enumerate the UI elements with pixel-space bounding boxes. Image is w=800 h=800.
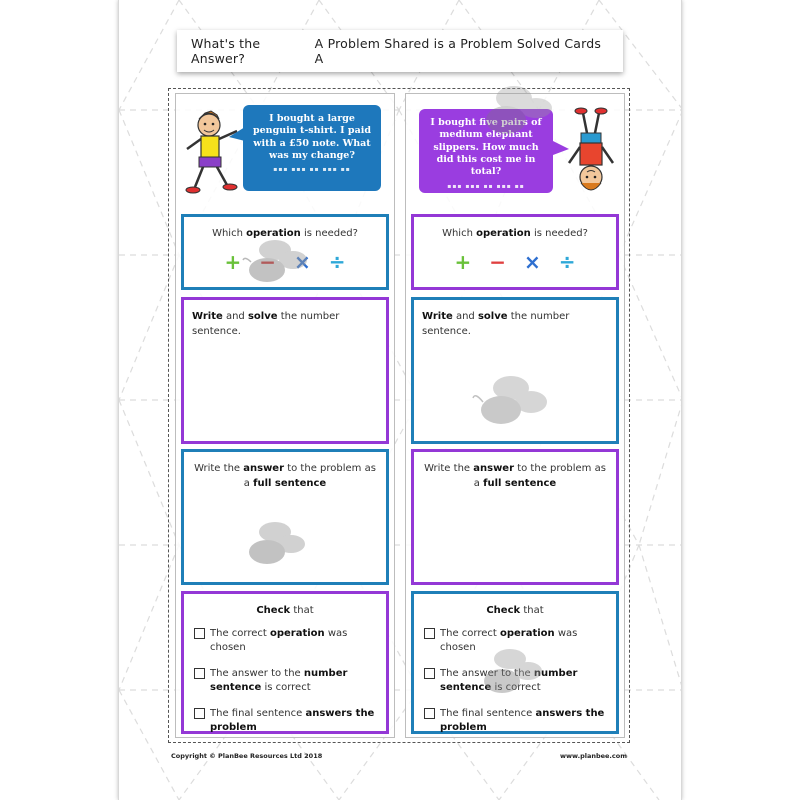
worksheet-page bbox=[118, 0, 682, 800]
checkbox[interactable] bbox=[424, 708, 435, 719]
checkbox[interactable] bbox=[194, 668, 205, 679]
problem-panel-right bbox=[411, 99, 619, 207]
answer-card-left: Write the answer to the problem as a full sentence bbox=[181, 449, 389, 585]
problem-text-left: I bought a large penguin t-shirt. I paid with a £50 note. What was my change? bbox=[253, 113, 371, 162]
checkbox[interactable] bbox=[424, 668, 435, 679]
check-card-right: Check that The correct operation was chosen The answer to the number sentence is correct The final sentence answers the problem bbox=[411, 591, 619, 734]
problem-text-right: I bought five pairs of medium elephant slippers. How much did this cost me in total? bbox=[430, 117, 542, 178]
check-item: The correct operation was chosen bbox=[194, 627, 376, 656]
write-solve-card-right: Write and solve the number sentence. bbox=[411, 297, 619, 444]
speech-bubble-right: I bought five pairs of medium elephant slippers. How much did this cost me in total? ▪▪▪ ▪▪▪ ▪▪ ▪▪▪ ▪▪ bbox=[419, 109, 553, 193]
operation-card-right: Which operation is needed? + − × ÷ bbox=[411, 214, 619, 290]
worksheet-subtitle: A Problem Shared is a Problem Solved Cards A bbox=[314, 36, 602, 66]
speech-bubble-left: I bought a large penguin t-shirt. I paid with a £50 note. What was my change? ▪▪▪ ▪▪▪ ▪▪ ▪▪▪ ▪▪ bbox=[243, 105, 381, 191]
operator-choices bbox=[224, 249, 346, 274]
worksheet-title: What's the Answer? bbox=[191, 36, 261, 66]
website-link[interactable]: www.planbee.com bbox=[560, 752, 627, 760]
check-item: The final sentence answers the problem bbox=[424, 707, 606, 736]
card-column-left bbox=[175, 93, 395, 738]
checkbox[interactable] bbox=[424, 628, 435, 639]
write-solve-card-left: Write and solve the number sentence. bbox=[181, 297, 389, 444]
child-character-illustration bbox=[181, 105, 251, 205]
plus-icon: + bbox=[454, 249, 472, 274]
checkbox[interactable] bbox=[194, 708, 205, 719]
minus-icon: − bbox=[489, 249, 506, 274]
divide-icon: ÷ bbox=[558, 249, 576, 274]
checkbox[interactable] bbox=[194, 628, 205, 639]
multiply-icon: × bbox=[294, 249, 311, 274]
check-card-left: Check that The correct operation was chosen The answer to the number sentence is correct The final sentence answers the problem bbox=[181, 591, 389, 734]
problem-panel-left bbox=[181, 99, 389, 207]
speech-bubble-tail-icon bbox=[227, 125, 247, 145]
cards-cut-out-frame bbox=[168, 88, 630, 743]
plus-icon: + bbox=[224, 249, 242, 274]
check-item: The final sentence answers the problem bbox=[194, 707, 376, 736]
check-list bbox=[414, 627, 616, 747]
answer-card-right: Write the answer to the problem as a full sentence bbox=[411, 449, 619, 585]
check-list bbox=[184, 627, 386, 747]
card-column-right bbox=[405, 93, 625, 738]
operation-card-left: Which operation is needed? + − × ÷ bbox=[181, 214, 389, 290]
operator-choices bbox=[454, 249, 576, 274]
multiply-icon: × bbox=[524, 249, 541, 274]
check-item: The answer to the number sentence is correct bbox=[424, 667, 606, 696]
divide-icon: ÷ bbox=[328, 249, 346, 274]
copyright-footer: Copyright © PlanBee Resources Ltd 2018 bbox=[171, 752, 323, 760]
check-item: The correct operation was chosen bbox=[424, 627, 606, 656]
check-item: The answer to the number sentence is correct bbox=[194, 667, 376, 696]
upside-down-child-illustration bbox=[563, 103, 619, 203]
worksheet-header bbox=[177, 30, 623, 72]
minus-icon: − bbox=[259, 249, 276, 274]
